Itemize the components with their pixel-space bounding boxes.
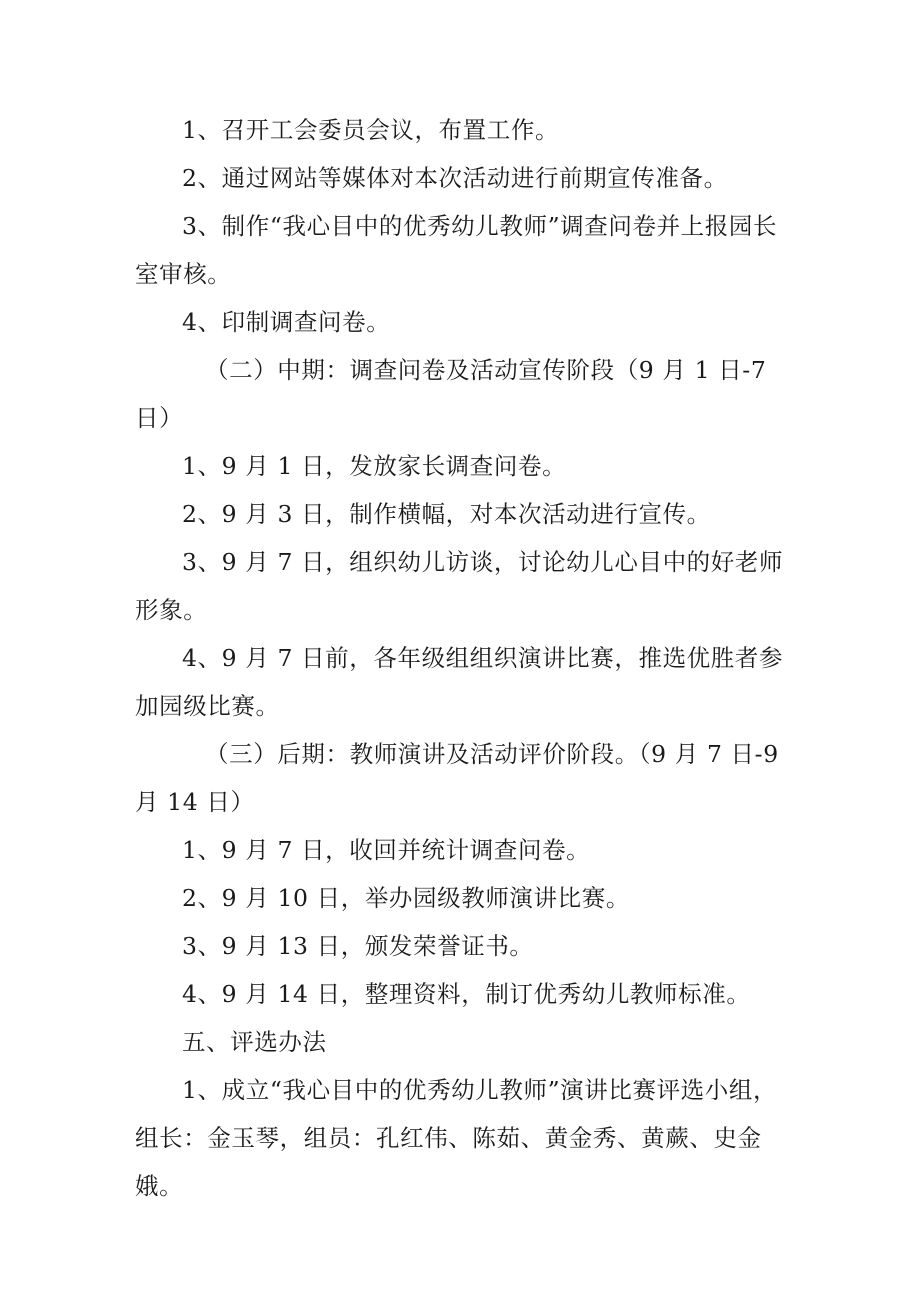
- paragraph: 1、9 月 1 日，发放家长调查问卷。: [182, 452, 567, 480]
- paragraph: 3、9 月 7 日，组织幼儿访谈，讨论幼儿心目中的好老师形象。: [135, 548, 784, 624]
- paragraph: 1、9 月 7 日，收回并统计调查问卷。: [182, 836, 591, 864]
- section-heading: （二）中期：调查问卷及活动宣传阶段（9 月 1 日-7 日）: [135, 356, 775, 432]
- paragraph: 4、9 月 7 日前，各年级组组织演讲比赛，推选优胜者参加园级比赛。: [135, 644, 784, 720]
- paragraph: 3、9 月 13 日，颁发荣誉证书。: [182, 932, 534, 960]
- paragraph: 4、印制调查问卷。: [182, 308, 391, 336]
- paragraph: 2、9 月 3 日，制作横幅，对本次活动进行宣传。: [182, 500, 711, 528]
- paragraph: 2、通过网站等媒体对本次活动进行前期宣传准备。: [182, 164, 728, 192]
- paragraph: 3、制作“我心目中的优秀幼儿教师”调查问卷并上报园长室审核。: [135, 212, 778, 288]
- paragraph: 4、9 月 14 日，整理资料，制订优秀幼儿教师标准。: [182, 980, 751, 1008]
- document-body: [135, 106, 795, 1210]
- section-heading: 五、评选办法: [182, 1028, 327, 1056]
- paragraph: 2、9 月 10 日，举办园级教师演讲比赛。: [182, 884, 630, 912]
- paragraph: 1、召开工会委员会议，布置工作。: [182, 116, 560, 144]
- paragraph: 1、成立“我心目中的优秀幼儿教师”演讲比赛评选小组，组长：金玉琴，组员：孔红伟、陈茹、黄金秀、黄蕨、史金娥。: [135, 1076, 778, 1200]
- section-heading: （三）后期：教师演讲及活动评价阶段。（9 月 7 日-9 月 14 日）: [135, 740, 787, 816]
